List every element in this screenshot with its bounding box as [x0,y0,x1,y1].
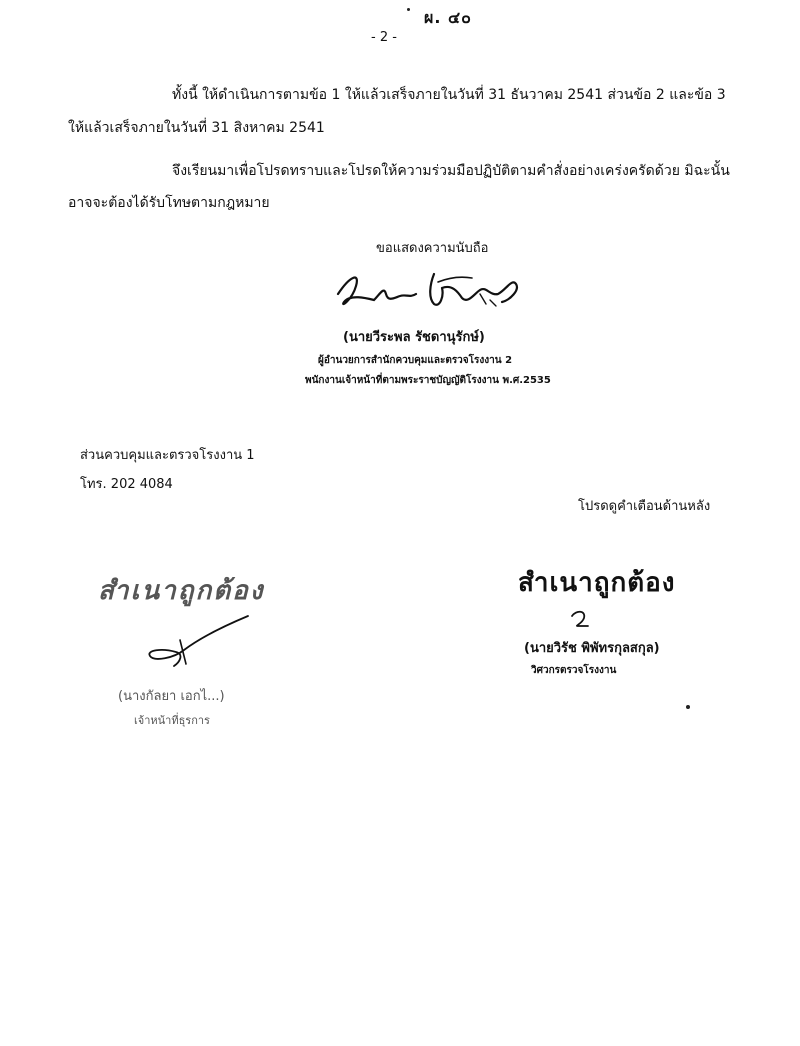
page-number: - 2 - [371,30,397,45]
clerk-name: (นางกัลยา เอกไ...) [118,689,225,704]
certifier-title: วิศวกรตรวจโรงงาน [531,665,617,676]
scan-speck [686,705,690,709]
form-code: ผ. ๔๐ [424,8,472,27]
phone: โทร. 202 4084 [80,477,173,492]
certified-copy-stamp: สำเนาถูกต้อง [518,568,676,598]
director-signature [330,264,530,324]
salutation: ขอแสดงความนับถือ [376,241,489,256]
true-copy-stamp: สำเนาถูกต้อง [98,576,265,606]
back-notice: โปรดดูคำเตือนด้านหลัง [578,499,711,514]
signer-title-2: พนักงานเจ้าหน้าที่ตามพระราชบัญญัติโรงงาน พ.ศ.2535 [305,375,551,386]
signer-name: (นายวีระพล รัชดานุรักษ์) [343,330,485,345]
certifier-name: (นายวิรัช พิพัทรกุลสกุล) [524,641,660,656]
clerk-signature [144,614,254,670]
signer-title-1: ผู้อำนวยการสำนักควบคุมและตรวจโรงงาน 2 [318,355,513,366]
paragraph-1-line-1: ทั้งนี้ ให้ดำเนินการตามข้อ 1 ให้แล้วเสร็จภายในวันที่ 31 ธันวาคม 2541 ส่วนข้อ 2 และข้อ 3 [172,87,726,103]
clerk-title: เจ้าหน้าที่ธุรการ [134,714,210,727]
paragraph-2-line-1: จึงเรียนมาเพื่อโปรดทราบและโปรดให้ความร่วมมือปฏิบัติตามคำสั่งอย่างเคร่งครัดด้วย มิฉะนั้น [172,163,730,179]
department: ส่วนควบคุมและตรวจโรงงาน 1 [80,448,255,463]
certifier-initial [566,608,596,630]
paragraph-2-line-2: อาจจะต้องได้รับโทษตามกฎหมาย [68,195,270,211]
scan-speck [407,8,410,11]
paragraph-1-line-2: ให้แล้วเสร็จภายในวันที่ 31 สิงหาคม 2541 [68,120,325,136]
